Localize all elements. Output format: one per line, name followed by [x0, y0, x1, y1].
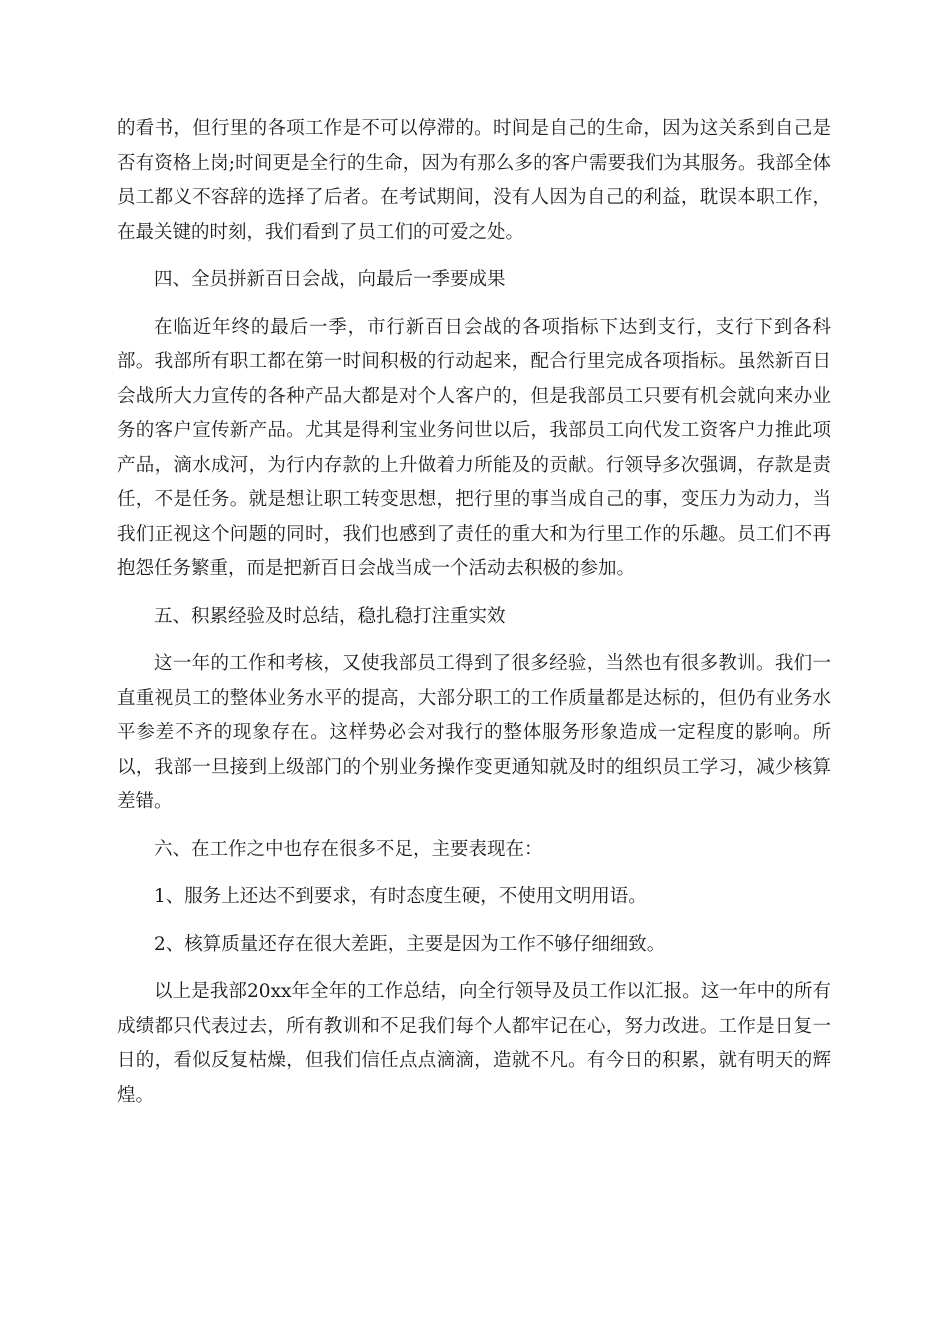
document-body [117, 112, 831, 1113]
section-heading-6: 六、在工作之中也存在很多不足，主要表现在： [154, 838, 543, 860]
paragraph-section-4: 在临近年终的最后一季，市行新百日会战的各项指标下达到支行，支行下到各科部。我部所有职工都在第一时间积极的行动起来，配合行里完成各项指标。虽然新百日会战所大力宣传的各种产品大都是对个人客户的，但是我部员工只要有机会就向来办业务的客户宣传新产品。尤其是得利宝业务问世以后，我部员工向代发工资客户力推此项产品，滴水成河，为行内存款的上升做着力所能及的贡献。行领导多次强调，存款是责任，不是任务。就是想让职工转变思想，把行里的事当成自己的事，变压力为动力，当我们正视这个问题的同时，我们也感到了责任的重大和为行里工作的乐趣。员工们不再抱怨任务繁重，而是把新百日会战当成一个活动去积极的参加。 [117, 316, 831, 579]
section-heading-5: 五、积累经验及时总结，稳扎稳打注重实效 [154, 605, 506, 627]
section-heading-4: 四、全员拼新百日会战，向最后一季要成果 [154, 269, 506, 290]
paragraph-conclusion: 以上是我部20xx年全年的工作总结，向全行领导及员工作以汇报。这一年中的所有成绩都只代表过去，所有教训和不足我们每个人都牢记在心，努力改进。工作是日复一日的，看似反复枯燥，但我们信任点点滴滴，造就不凡。有今日的积累，就有明天的辉煌。 [117, 981, 831, 1106]
list-item-1: 1、服务上还达不到要求，有时态度生硬，不使用文明用语。 [154, 886, 647, 907]
paragraph-continuation: 的看书，但行里的各项工作是不可以停滞的。时间是自己的生命，因为这关系到自己是否有资格上岗;时间更是全行的生命，因为有那么多的客户需要我们为其服务。我部全体员工都义不容辞的选择了后者。在考试期间，没有人因为自己的利益，耽误本职工作，在最关键的时刻，我们看到了员工们的可爱之处。 [117, 118, 831, 243]
paragraph-section-5: 这一年的工作和考核，又使我部员工得到了很多经验，当然也有很多教训。我们一直重视员工的整体业务水平的提高，大部分职工的工作质量都是达标的，但仍有业务水平参差不齐的现象存在。这样势必会对我行的整体服务形象造成一定程度的影响。所以，我部一旦接到上级部门的个别业务操作变更通知就及时的组织员工学习，减少核算差错。 [117, 653, 831, 812]
list-item-2: 2、核算质量还存在很大差距，主要是因为工作不够仔细细致。 [154, 933, 666, 955]
